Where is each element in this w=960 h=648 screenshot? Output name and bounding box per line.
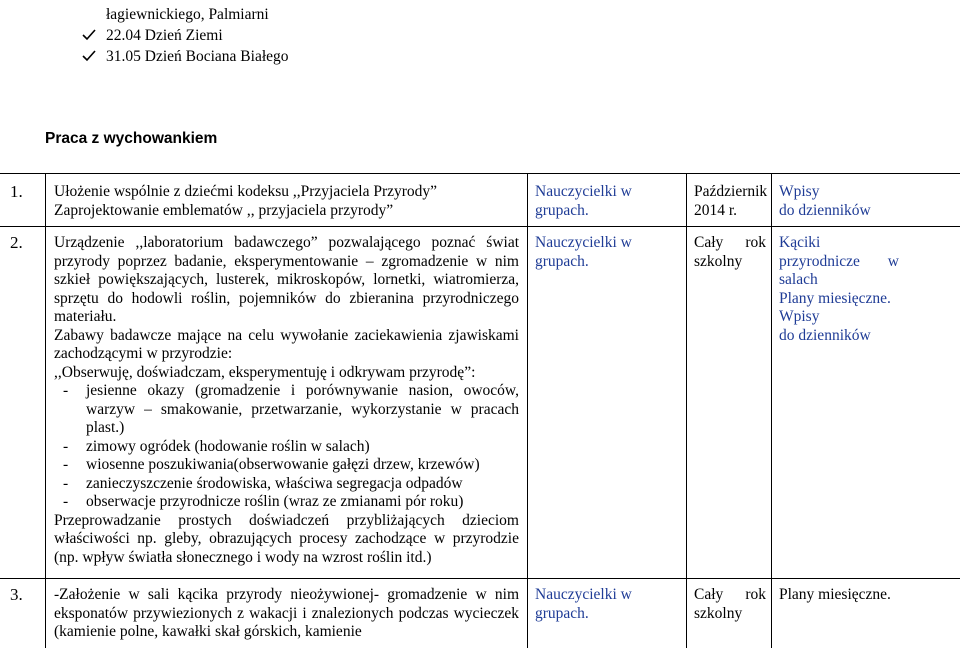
table-column-divider xyxy=(45,173,46,648)
notes-line: Plany miesięczne. xyxy=(779,289,891,307)
content-paragraph: Przeprowadzanie prostych doświadczeń przybliżających dzieciom właściwości np. gleby, obrazujących procesy zachodzące w przyrodzie (np. wpływ światła słonecznego i wody na wzrost roślin itd.) xyxy=(54,511,519,566)
dash-item: - wiosenne poszukiwania(obserwowanie gałęzi drzew, krzewów) xyxy=(63,456,480,473)
checkmark-icon xyxy=(82,49,96,63)
notes-line: do dzienników xyxy=(779,326,871,344)
dash-item: - zanieczyszczenie środowiska, właściwa segregacja odpadów xyxy=(63,474,463,492)
row-content xyxy=(54,234,519,567)
list-item-text: łagiewnickiego, Palmiarni xyxy=(106,6,269,23)
dash-item-text: obserwacje przyrodnicze roślin (wraz ze zmianami pór roku) xyxy=(86,493,464,510)
notes-line: salach xyxy=(779,271,818,288)
table-column-divider xyxy=(527,173,528,648)
row-content xyxy=(54,183,522,220)
table-border-top xyxy=(0,173,960,174)
dash-item: - zimowy ogródek (hodowanie roślin w salach) xyxy=(63,437,370,455)
row-number: 1. xyxy=(10,182,23,201)
table-column-divider xyxy=(686,173,687,648)
row-notes xyxy=(779,234,899,345)
list-item xyxy=(82,46,289,67)
list-item-text: 22.04 Dzień Ziemi xyxy=(106,27,223,44)
row-responsible: Nauczycielki w grupach. xyxy=(535,183,632,219)
dash-item-text: wiosenne poszukiwania(obserwowanie gałęzi drzew, krzewów) xyxy=(86,456,480,473)
content-paragraph: ,,Obserwuję, doświadczam, eksperymentuję i odkrywam przyrodę”: xyxy=(54,363,476,381)
dash-item-text: zimowy ogródek (hodowanie roślin w salach) xyxy=(86,437,370,455)
date-line: 2014 r. xyxy=(694,201,738,219)
top-list xyxy=(82,4,289,67)
row-date xyxy=(694,234,766,271)
row-number: 3. xyxy=(10,585,23,604)
dash-item: - jesienne okazy (gromadzenie i porównywanie nasion, owoców, warzyw – smakowanie, przetwarzanie, wykorzystanie w pracach plast.) xyxy=(63,382,519,436)
notes-line: Kąciki xyxy=(779,234,821,251)
dash-item: - obserwacje przyrodnicze roślin (wraz ze zmianami pór roku) xyxy=(63,493,464,510)
dash-item-text: jesienne okazy (gromadzenie i porównywanie nasion, owoców, warzyw – smakowanie, przetwarzanie, wykorzystanie w pracach plast.) xyxy=(86,382,519,436)
row-notes xyxy=(779,586,955,605)
date-line: Cały rok xyxy=(694,234,766,251)
notes-line: do dzienników xyxy=(779,201,871,219)
notes-line: przyrodnicze w xyxy=(779,252,899,270)
list-item xyxy=(82,4,289,25)
content-line: Ułożenie wspólnie z dziećmi kodeksu ,,Przyjaciela Przyrody” xyxy=(54,183,438,200)
date-line: szkolny xyxy=(694,252,743,270)
date-line: Październik xyxy=(694,183,768,200)
row-notes xyxy=(779,183,955,220)
content-paragraph: Zabawy badawcze mające na celu wywołanie zaciekawienia zjawiskami zachodzącymi w przyrodzie: xyxy=(54,326,519,362)
dash-item-text: zanieczyszczenie środowiska, właściwa segregacja odpadów xyxy=(86,474,463,492)
notes-line: Plany miesięczne. xyxy=(779,586,891,603)
row-date xyxy=(694,183,768,220)
table-row-divider xyxy=(0,226,960,227)
row-number: 2. xyxy=(10,233,23,252)
section-title: Praca z wychowankiem xyxy=(45,130,218,147)
date-line: szkolny xyxy=(694,604,743,622)
table-row-divider xyxy=(0,578,960,579)
content-paragraph: Urządzenie ,,laboratorium badawczego” pozwalającego poznać świat przyrody poprzez badanie, eksperymentowanie – zgromadzenie w nim szkieł powiększających, lusterek, mikroskopów, lornetki, wiatromierza, sprzętu do hodowli roślin, pojemników do zbieranina przyrodniczego materiału. xyxy=(54,234,519,325)
table-column-divider xyxy=(771,173,772,648)
list-item xyxy=(82,25,289,46)
row-responsible: Nauczycielki w grupach. xyxy=(535,586,632,622)
checkmark-icon xyxy=(82,28,96,42)
row-date xyxy=(694,586,766,623)
notes-line: Wpisy xyxy=(779,308,820,325)
row-content: -Założenie w sali kącika przyrody nieożywionej- gromadzenie w nim eksponatów przywiezionych z wakacji i znalezionych podczas wycieczek (kamienie polne, kawałki skał górskich, kamienie xyxy=(54,586,519,640)
content-line: Zaprojektowanie emblematów ,, przyjaciela przyrody” xyxy=(54,201,394,219)
date-line: Cały rok xyxy=(694,586,766,603)
list-item-text: 31.05 Dzień Bociana Białego xyxy=(106,48,289,65)
notes-line: Wpisy xyxy=(779,183,820,200)
row-responsible: Nauczycielki w grupach. xyxy=(535,234,632,270)
